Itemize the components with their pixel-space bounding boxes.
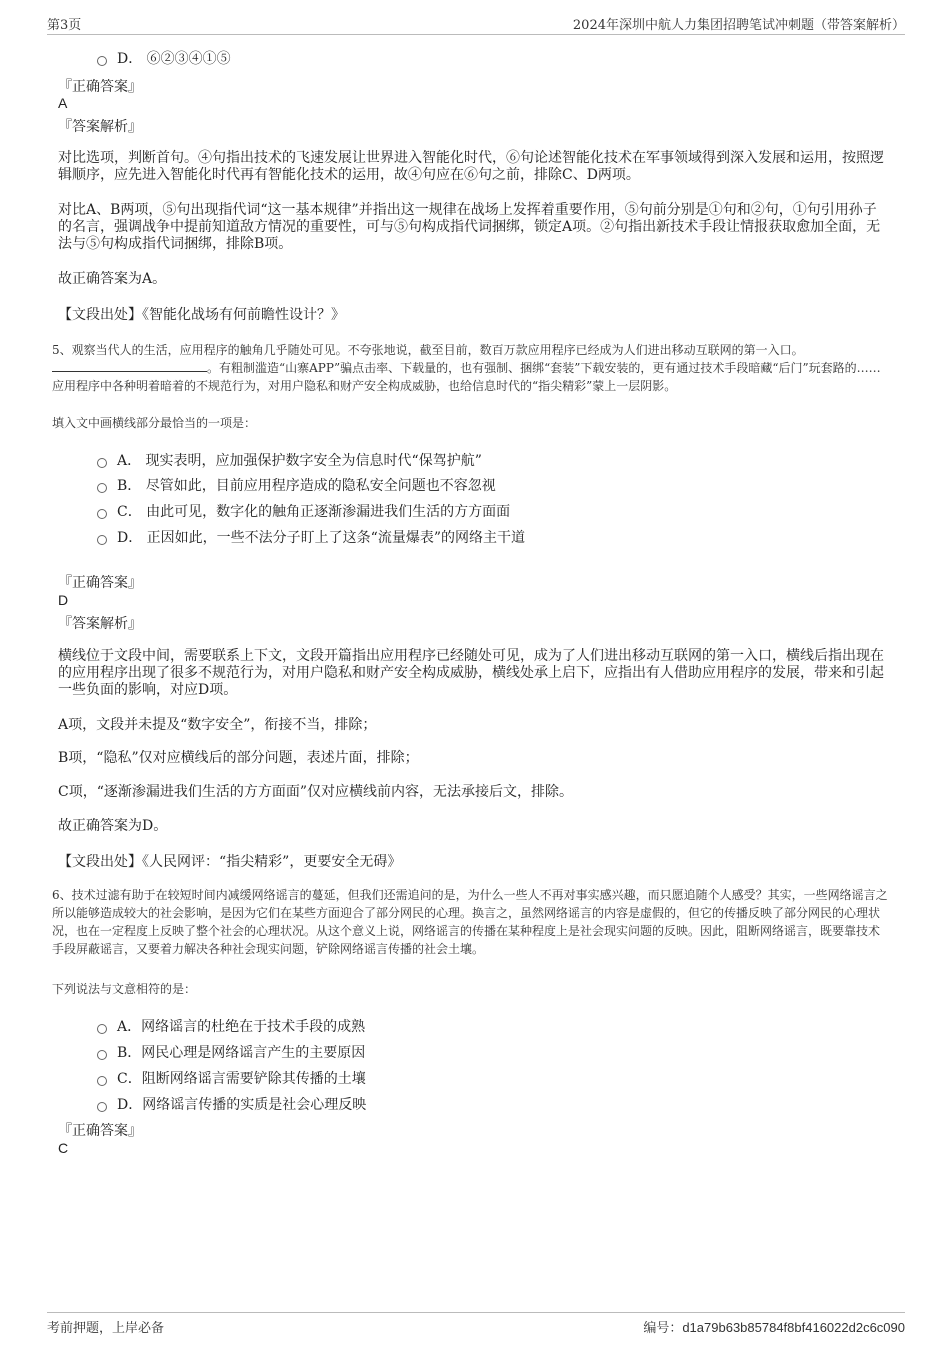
option-label: D．网络谣言传播的实质是社会心理反映 <box>117 1097 367 1113</box>
code-label: 编号： <box>643 1321 683 1336</box>
q5-stem <box>52 341 890 395</box>
radio-icon[interactable] <box>97 509 107 519</box>
q5-answer-tag: 『正确答案』 <box>58 575 142 591</box>
radio-icon[interactable] <box>97 1024 107 1034</box>
q5-answer: D <box>58 592 69 608</box>
q6-option-b[interactable] <box>97 1042 365 1062</box>
document-title: 2024年深圳中航人力集团招聘笔试冲刺题（带答案解析） <box>572 18 905 33</box>
q5-option-b[interactable] <box>97 475 496 495</box>
q5-option-a[interactable] <box>97 450 482 470</box>
document-code <box>643 1317 905 1336</box>
page-number: 第3页 <box>47 18 82 33</box>
radio-icon[interactable] <box>97 1076 107 1086</box>
q6-option-c[interactable] <box>97 1068 366 1088</box>
q4-answer-tag: 『正确答案』 <box>58 79 142 95</box>
q4-answer: A <box>58 95 68 111</box>
option-label: D． 正因如此，一些不法分子盯上了这条“流量爆表”的网络主干道 <box>117 530 525 546</box>
q6-prompt: 下列说法与文意相符的是： <box>52 982 197 996</box>
fill-blank <box>52 359 207 372</box>
q4-source: 【文段出处】《智能化战场有何前瞻性设计？》 <box>58 307 345 323</box>
radio-icon[interactable] <box>97 458 107 468</box>
footer-slogan: 考前押题，上岸必备 <box>47 1321 165 1336</box>
q4-analysis-p3: 故正确答案为A。 <box>58 271 167 287</box>
page-header <box>47 14 905 35</box>
q5-option-d[interactable] <box>97 527 525 547</box>
q5-source: 【文段出处】《人民网评：“指尖精彩”，更要安全无碍》 <box>58 854 402 870</box>
q6-option-a[interactable] <box>97 1016 365 1036</box>
q5-stem-part-b: 。有粗制滥造“山寨APP”骗点击率、下载量的，也有强制、捆绑“套装”下载安装的，更有通过技术手段暗藏“后门”玩套路的……应用程序中各种明着暗着的不规范行为，对用户隐私和财产安全构成威胁，也给信息时代的“指尖精彩”蒙上一层阴影。 <box>52 361 881 393</box>
q5-prompt: 填入文中画横线部分最恰当的一项是： <box>52 416 257 430</box>
radio-icon[interactable] <box>97 1050 107 1060</box>
radio-icon[interactable] <box>97 56 107 66</box>
q6-answer: C <box>58 1140 69 1156</box>
option-label: C．阻断网络谣言需要铲除其传播的土壤 <box>117 1071 366 1087</box>
q4-analysis-p1: 对比选项，判断首句。④句指出技术的飞速发展让世界进入智能化时代，⑥句论述智能化技术在军事领域得到深入发展和运用，按照逻辑顺序，应先进入智能化时代再有智能化技术的运用，故④句应在⑥句之前，排除C、D两项。 <box>58 150 884 183</box>
q5-stem-part-a: 5、观察当代人的生活，应用程序的触角几乎随处可见。不夸张地说，截至目前，数百万款应用程序已经成为人们进出移动互联网的第一入口。 <box>52 343 804 357</box>
option-label: D． ⑥②③④①⑤ <box>117 51 231 67</box>
q5-analysis-p2: A项，文段并未提及“数字安全”，衔接不当，排除； <box>58 717 377 733</box>
q5-analysis-tag: 『答案解析』 <box>58 616 142 632</box>
q5-option-c[interactable] <box>97 501 510 521</box>
page-footer <box>47 1312 905 1336</box>
q6-option-d[interactable] <box>97 1094 366 1114</box>
q4-option-d[interactable] <box>97 48 231 68</box>
option-label: A． 现实表明，应加强保护数字安全为信息时代“保驾护航” <box>117 453 482 469</box>
option-label: B．网民心理是网络谣言产生的主要原因 <box>117 1045 366 1061</box>
q6-stem: 6、技术过滤有助于在较短时间内减缓网络谣言的蔓延，但我们还需追问的是，为什么一些人不再对事实感兴趣，而只愿追随个人感受？其实，一些网络谣言之所以能够造成较大的社会影响，是因为它们在某些方面迎合了部分网民的心理。换言之，虽然网络谣言的内容是虚假的，但它的传播反映了部分网民的心理状况，也在一定程度上反映了整个社会的心理状况。从这个意义上说，网络谣言的传播在某种程度上是社会现实问题的反映。因此，阻断网络谣言，既要靠技术手段屏蔽谣言，又要着力解决各种社会现实问题，铲除网络谣言传播的社会土壤。 <box>52 888 888 956</box>
option-label: C． 由此可见，数字化的触角正逐渐渗漏进我们生活的方方面面 <box>117 504 511 520</box>
q5-analysis-p5: 故正确答案为D。 <box>58 818 168 834</box>
radio-icon[interactable] <box>97 483 107 493</box>
q6-answer-tag: 『正确答案』 <box>58 1123 142 1139</box>
radio-icon[interactable] <box>97 535 107 545</box>
q4-analysis-p2: 对比A、B两项，⑤句出现指代词“这一基本规律”并指出这一规律在战场上发挥着重要作用，⑤句前分别是①句和②句，①句引用孙子的名言，强调战争中提前知道敌方情况的重要性，可与⑤句构成指代词捆绑，锁定A项。②句指出新技术手段让情报获取愈加全面，无法与⑤句构成指代词捆绑，排除B项。 <box>58 202 881 252</box>
q5-analysis-p3: B项，“隐私”仅对应横线后的部分问题，表述片面，排除； <box>58 750 419 766</box>
code-value: d1a79b63b85784f8bf416022d2c6c090 <box>682 1320 905 1335</box>
q5-analysis-p1: 横线位于文段中间，需要联系上下文，文段开篇指出应用程序已经随处可见，成为了人们进出移动互联网的第一入口，横线后指出现在的应用程序出现了很多不规范行为，对用户隐私和财产安全构成威胁，横线处承上启下，应指出有人借助应用程序的发展，带来和引起一些负面的影响，对应D项。 <box>58 648 884 698</box>
radio-icon[interactable] <box>97 1102 107 1112</box>
q5-analysis-p4: C项，“逐渐渗漏进我们生活的方方面面”仅对应横线前内容，无法承接后文，排除。 <box>58 784 574 800</box>
option-label: B． 尽管如此，目前应用程序造成的隐私安全问题也不容忽视 <box>117 478 496 494</box>
q4-analysis-tag: 『答案解析』 <box>58 119 142 135</box>
option-label: A．网络谣言的杜绝在于技术手段的成熟 <box>117 1019 366 1035</box>
